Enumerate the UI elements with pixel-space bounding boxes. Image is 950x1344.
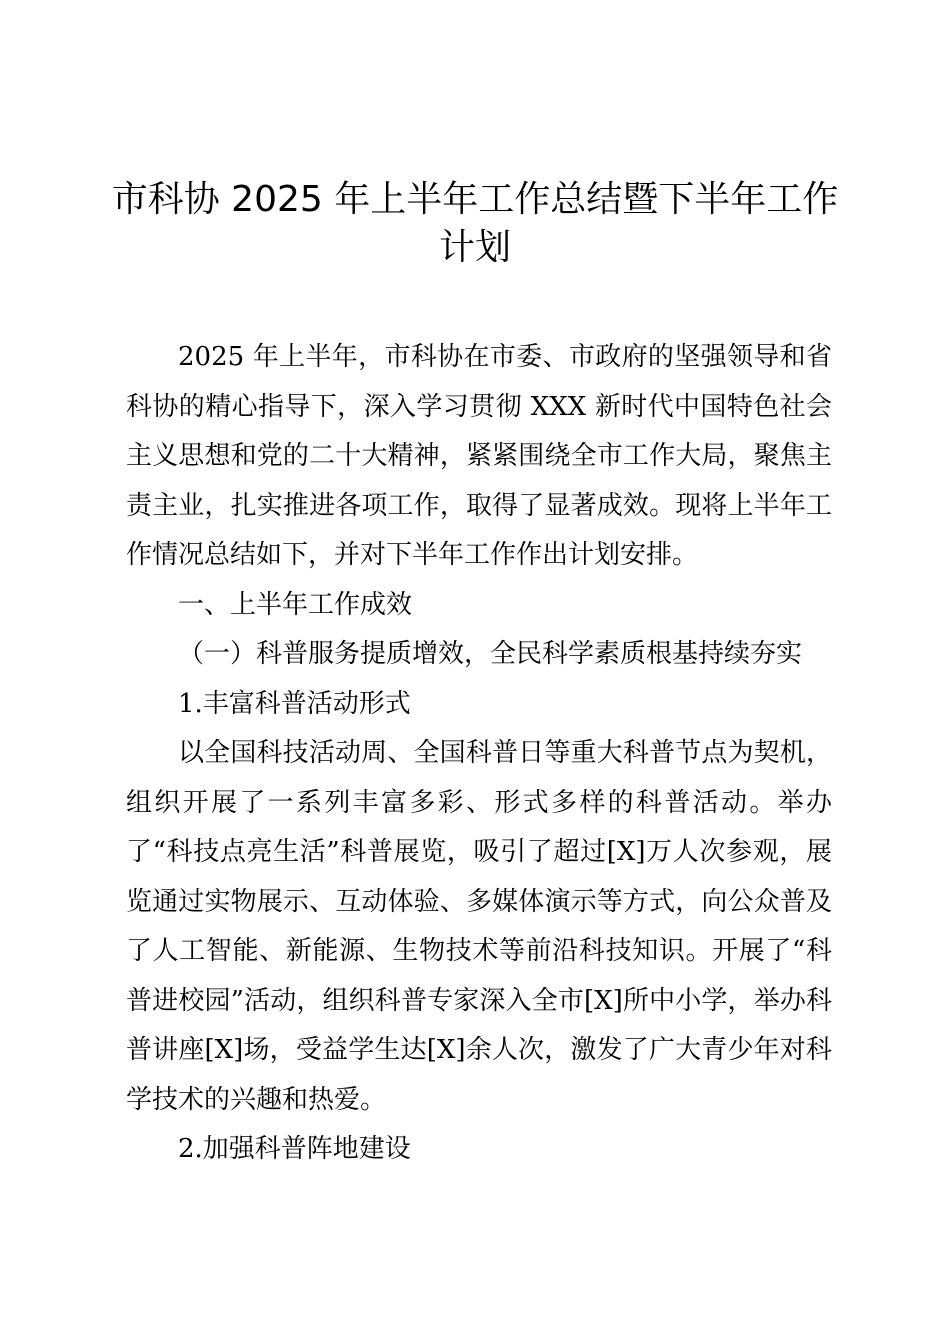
document-body xyxy=(126,333,832,1175)
item-paragraph-1: 以全国科技活动周、全国科普日等重大科普节点为契机，组织开展了一系列丰富多彩、形式多样的科普活动。举办了“科技点亮生活”科普展览，吸引了超过[X]万人次参观，展览通过实物展示、互动体验、多媒体演示等方式，向公众普及了人工智能、新能源、生物技术等前沿科技知识。开展了“科普进校园”活动，组织科普专家深入全市[X]所中小学，举办科普讲座[X]场，受益学生达[X]余人次，激发了广大青少年对科学技术的兴趣和热爱。 xyxy=(126,738,832,1115)
intro-paragraph: 2025 年上半年，市科协在市委、市政府的坚强领导和省科协的精心指导下，深入学习贯彻 XXX 新时代中国特色社会主义思想和党的二十大精神，紧紧围绕全市工作大局，聚焦主责主业，扎实推进各项工作，取得了显著成效。现将上半年工作情况总结如下，并对下半年工作作出计划安排。 xyxy=(126,342,832,570)
section-heading-1: 一、上半年工作成效 xyxy=(178,589,413,620)
subsection-heading-1: （一）科普服务提质增效，全民科学素质根基持续夯实 xyxy=(178,639,803,669)
document-title: 市科协 2025 年上半年工作总结暨下半年工作计划 xyxy=(111,179,839,268)
item-heading-2: 2.加强科普阵地建设 xyxy=(178,1134,411,1164)
item-heading-1: 1.丰富科普活动形式 xyxy=(178,688,411,719)
